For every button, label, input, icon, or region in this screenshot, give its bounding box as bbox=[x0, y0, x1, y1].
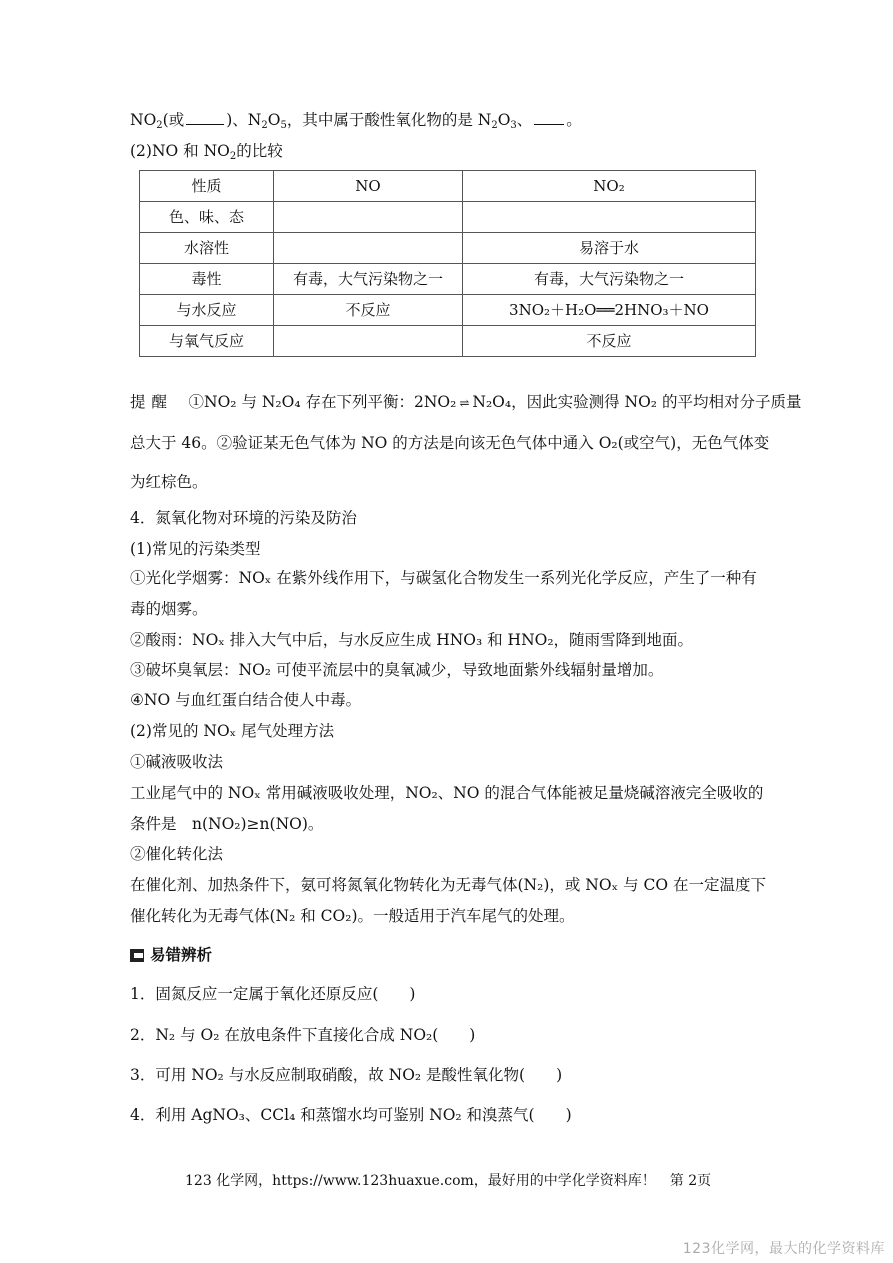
compare-heading-b: 的比较 bbox=[236, 142, 283, 160]
table-cell: 有毒，大气污染物之一 bbox=[463, 264, 756, 295]
subscript: 2 bbox=[229, 151, 237, 162]
subscript: 2 bbox=[261, 120, 268, 131]
table-header-row bbox=[140, 171, 756, 202]
table-row bbox=[140, 233, 756, 264]
tip-text: ①NO₂ 与 N₂O₄ 存在下列平衡：2NO₂ bbox=[188, 393, 457, 411]
fill-blank[interactable] bbox=[534, 110, 564, 125]
method-heading: ②催化转化法 bbox=[130, 845, 224, 863]
paragraph-line: ②酸雨：NOₓ 排入大气中后，与水反应生成 HNO₃ 和 HNO₂，随雨雪降到地面。 bbox=[130, 631, 694, 649]
table-cell: 易溶于水 bbox=[463, 233, 756, 264]
paragraph-line: ④NO 与血红蛋白结合使人中毒。 bbox=[130, 691, 362, 709]
fill-blank[interactable] bbox=[186, 110, 224, 125]
paragraph-line: 毒的烟雾。 bbox=[130, 600, 208, 618]
paragraph-line: 工业尾气中的 NOₓ 常用碱液吸收处理，NO₂、NO 的混合气体能被足量烧碱溶液完全吸收的 bbox=[130, 784, 764, 802]
comparison-table bbox=[139, 170, 756, 357]
tip-label: 提醒 bbox=[130, 393, 174, 411]
tip-text: N₂O₄，因此实验测得 NO₂ 的平均相对分子质量 bbox=[472, 393, 802, 411]
section-marker-icon bbox=[130, 949, 144, 962]
tip-line-2: 总大于 46。②验证某无色气体为 NO 的方法是向该无色气体中通入 O₂(或空气)，无色气体变 bbox=[130, 434, 770, 452]
compare-heading-a: (2)NO 和 NO bbox=[130, 142, 230, 160]
table-cell: 不反应 bbox=[463, 326, 756, 357]
subscript: 2 bbox=[156, 120, 163, 131]
error-item: 4．利用 AgNO₃、CCl₄ 和蒸馏水均可鉴别 NO₂ 和溴蒸气( ) bbox=[130, 1106, 572, 1124]
table-cell: 有毒，大气污染物之一 bbox=[274, 264, 463, 295]
table-cell bbox=[274, 202, 463, 233]
table-header-cell: NO bbox=[274, 171, 463, 202]
table-cell: 与氧气反应 bbox=[140, 326, 274, 357]
intro-no2: NO bbox=[130, 111, 157, 129]
error-item: 1．固氮反应一定属于氧化还原反应( ) bbox=[130, 985, 416, 1003]
subsection-heading: (1)常见的污染类型 bbox=[130, 540, 261, 558]
intro-mid: )、N bbox=[226, 111, 262, 129]
subscript: 3 bbox=[510, 120, 517, 131]
intro-acid-text: ，其中属于酸性氧化物的是 N bbox=[286, 111, 492, 129]
subsection-heading: (2)常见的 NOₓ 尾气处理方法 bbox=[130, 722, 335, 740]
subscript: 5 bbox=[280, 120, 287, 131]
tip-line-1 bbox=[130, 392, 801, 413]
table-cell: 与水反应 bbox=[140, 295, 274, 326]
tip-line-3: 为红棕色。 bbox=[130, 473, 208, 491]
table-cell bbox=[463, 202, 756, 233]
table-cell: 水溶性 bbox=[140, 233, 274, 264]
page-footer: 123 化学网，https://www.123huaxue.com，最好用的中学化学资料库！ 第 2页 bbox=[185, 1173, 712, 1189]
error-item: 2．N₂ 与 O₂ 在放电条件下直接化合成 NO₂( ) bbox=[130, 1026, 476, 1044]
table-row bbox=[140, 295, 756, 326]
watermark: 123化学网，最大的化学资料库 bbox=[682, 1241, 885, 1257]
table-header-cell: 性质 bbox=[140, 171, 274, 202]
paragraph-line: ③破坏臭氧层：NO₂ 可使平流层中的臭氧减少，导致地面紫外线辐射量增加。 bbox=[130, 661, 664, 679]
errors-heading bbox=[130, 945, 212, 965]
equilibrium-arrow-icon: ⇌ bbox=[459, 396, 470, 410]
paragraph-line: 在催化剂、加热条件下，氨可将氮氧化物转化为无毒气体(N₂)，或 NOₓ 与 CO 在一定温度下 bbox=[130, 876, 766, 894]
intro-o5: O bbox=[267, 111, 281, 129]
intro-end: 。 bbox=[566, 111, 582, 129]
subscript: 2 bbox=[491, 120, 498, 131]
table-cell: 不反应 bbox=[274, 295, 463, 326]
table-cell: 色、味、态 bbox=[140, 202, 274, 233]
table-cell: 3NO₂＋H₂O══2HNO₃＋NO bbox=[463, 295, 756, 326]
intro-paren: (或 bbox=[162, 111, 185, 129]
table-cell bbox=[274, 233, 463, 264]
intro-tail: 、 bbox=[516, 111, 533, 129]
section-title: 4．氮氧化物对环境的污染及防治 bbox=[130, 509, 357, 527]
paragraph-line: ①光化学烟雾：NOₓ 在紫外线作用下，与碳氢化合物发生一系列光化学反应，产生了一种有 bbox=[130, 569, 757, 587]
table-row bbox=[140, 326, 756, 357]
paragraph-line: 催化转化为无毒气体(N₂ 和 CO₂)。一般适用于汽车尾气的处理。 bbox=[130, 907, 575, 925]
table-row bbox=[140, 264, 756, 295]
paragraph-line: 条件是 n(NO₂)≥n(NO)。 bbox=[130, 815, 324, 833]
table-cell bbox=[274, 326, 463, 357]
error-item: 3．可用 NO₂ 与水反应制取硝酸，故 NO₂ 是酸性氧化物( ) bbox=[130, 1066, 563, 1084]
method-heading: ①碱液吸收法 bbox=[130, 753, 224, 771]
intro-o3: O bbox=[497, 111, 511, 129]
compare-heading bbox=[130, 141, 283, 167]
table-row bbox=[140, 202, 756, 233]
errors-title: 易错辨析 bbox=[150, 945, 213, 964]
intro-line bbox=[130, 110, 582, 136]
table-cell: 毒性 bbox=[140, 264, 274, 295]
table-header-cell: NO₂ bbox=[463, 171, 756, 202]
